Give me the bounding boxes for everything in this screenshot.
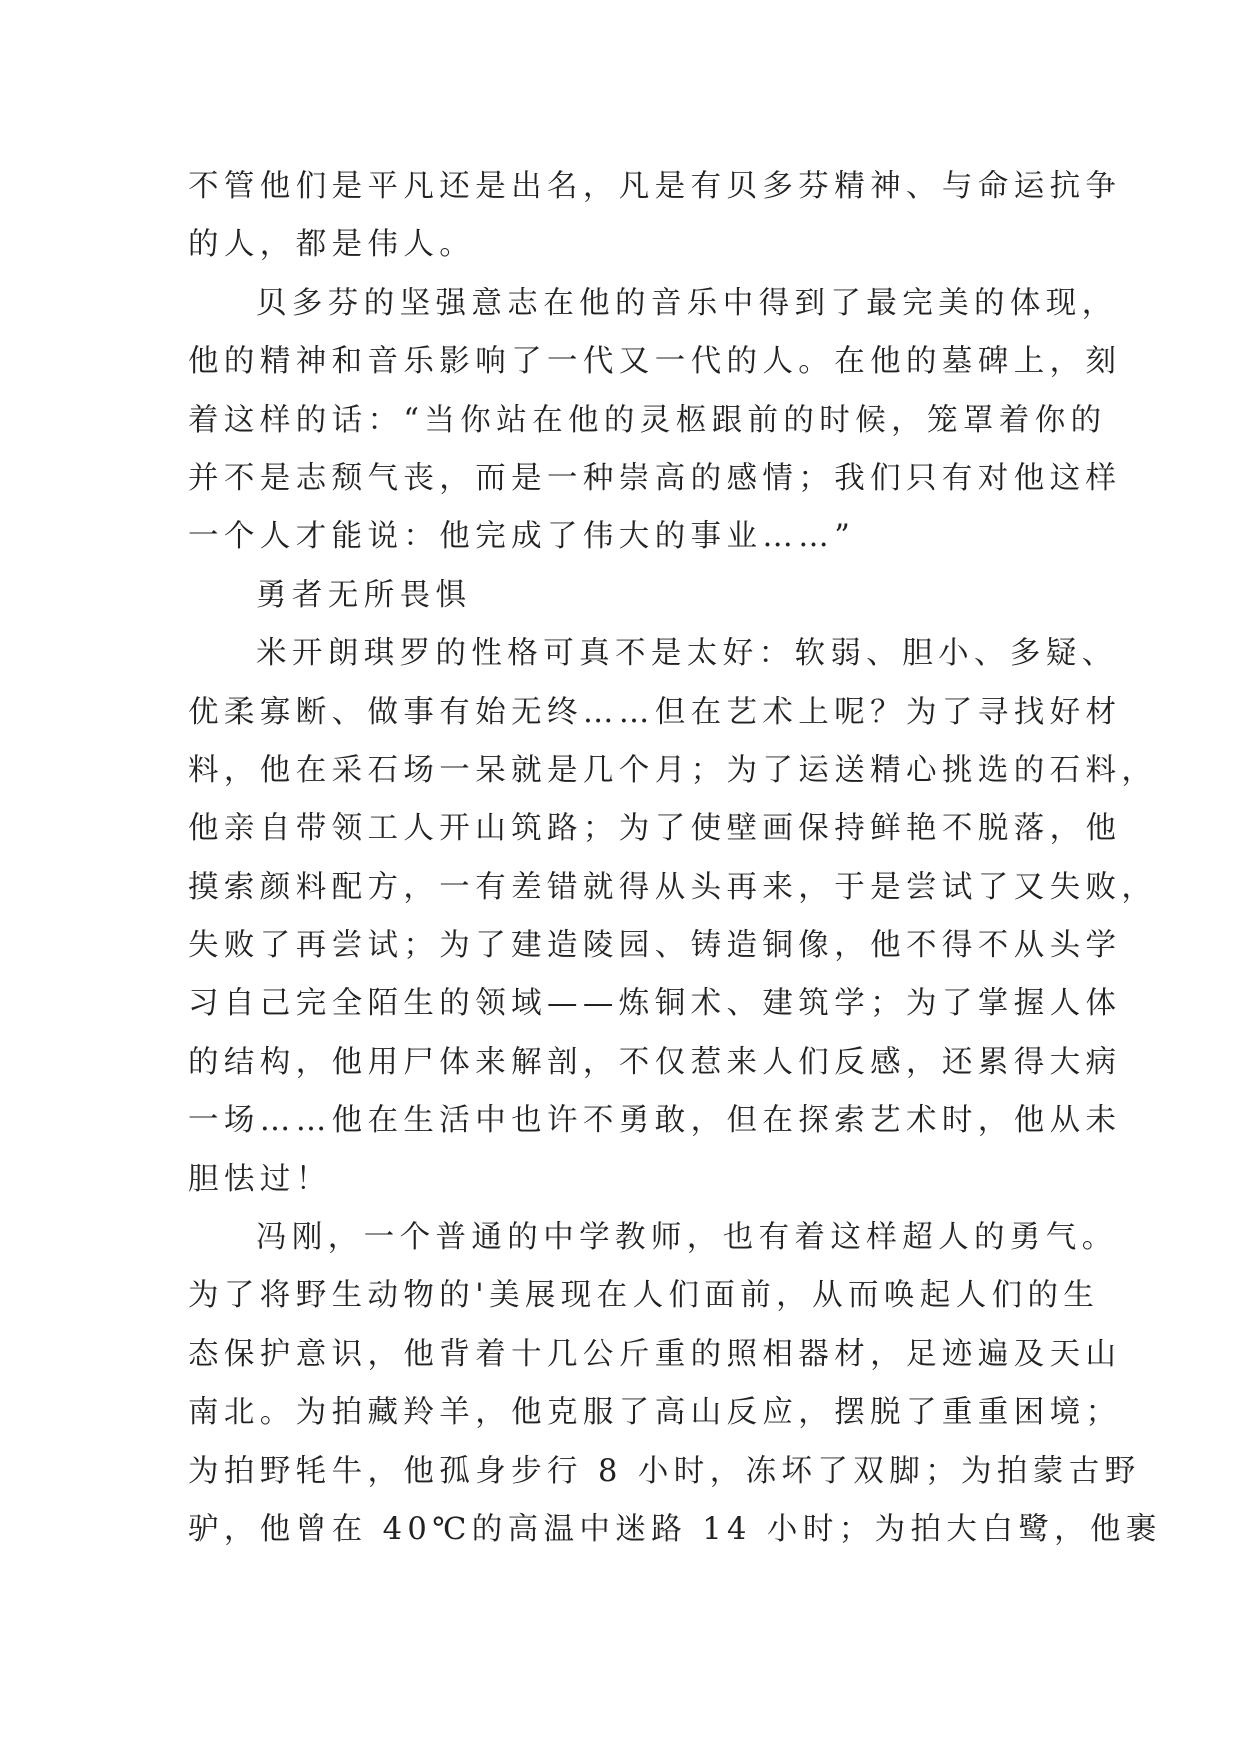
text-line: 失败了再尝试；为了建造陵园、铸造铜像，他不得不从头学 [188,928,1122,964]
text-line: 摸索颜料配方，一有差错就得从头再来，于是尝试了又失败， [188,869,1158,905]
text-line: 态保护意识，他背着十几公斤重的照相器材，足迹遍及天山 [188,1336,1122,1372]
text-line: 为拍野牦牛，他孤身步行 8 小时，冻坏了双脚；为拍蒙古野 [188,1453,1141,1489]
text-line: 并不是志颓气丧，而是一种崇高的感情；我们只有对他这样 [188,460,1122,496]
text-line: 胆怯过！ [188,1161,332,1197]
text-line: 优柔寡断、做事有始无终……但在艺术上呢？为了寻找好材 [188,694,1122,730]
text-line: 料，他在采石场一呆就是几个月；为了运送精心挑选的石料， [188,752,1158,788]
paragraph-start-line: 冯刚，一个普通的中学教师，也有着这样超人的勇气。 [256,1220,1118,1256]
paragraph-start-line: 贝多芬的坚强意志在他的音乐中得到了最完美的体现， [256,285,1118,321]
text-line: 着这样的话：“当你站在他的灵柩跟前的时候，笼罩着你的 [188,402,1107,438]
text-line: 为了将野生动物的'美展现在人们面前，从而唤起人们的生 [188,1278,1100,1314]
section-heading: 勇者无所畏惧 [256,577,472,613]
text-line: 一个人才能说：他完成了伟大的事业……” [188,519,856,555]
text-line: 不管他们是平凡还是出名，凡是有贝多芬精神、与命运抗争 [188,169,1122,204]
body-text [188,158,1162,1559]
paragraph-start-line: 米开朗琪罗的性格可真不是太好：软弱、胆小、多疑、 [256,636,1118,672]
text-line: 的结构，他用尸体来解剖，不仅惹来人们反感，还累得大病 [188,1044,1122,1080]
text-line: 他的精神和音乐影响了一代又一代的人。在他的墓碑上，刻 [188,344,1122,380]
text-line: 习自己完全陌生的领域——炼铜术、建筑学；为了掌握人体 [188,986,1122,1022]
text-line: 南北。为拍藏羚羊，他克服了高山反应，摆脱了重重困境； [188,1395,1122,1431]
text-line: 一场……他在生活中也许不勇敢，但在探索艺术时，他从未 [188,1103,1122,1139]
text-line: 他亲自带领工人开山筑路；为了使壁画保持鲜艳不脱落，他 [188,811,1122,847]
text-line: 驴，他曾在 40℃的高温中迷路 14 小时；为拍大白鹭，他裹 [188,1511,1162,1547]
text-line: 的人，都是伟人。 [188,227,476,263]
